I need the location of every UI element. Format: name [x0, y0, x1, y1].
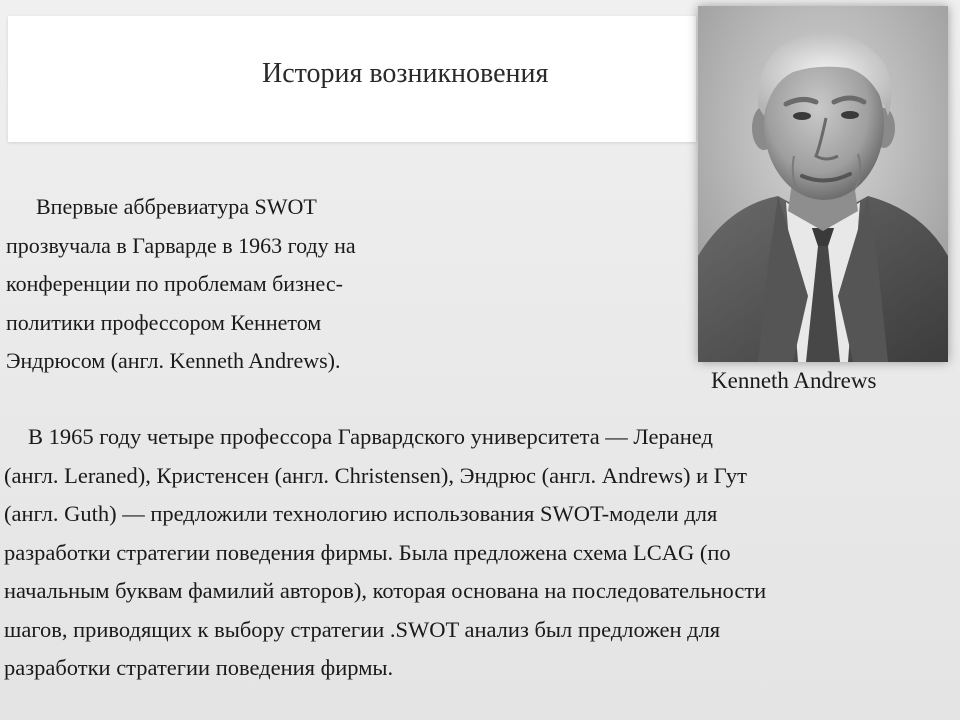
history-line: В 1965 году четыре профессора Гарвардского университета — Леранед — [28, 424, 713, 449]
photo-caption: Kenneth Andrews — [711, 368, 877, 393]
intro-line: конференции по проблемам бизнес- — [6, 271, 343, 296]
history-line: разработки стратегии поведения фирмы. Была предложена схема LCAG (по — [4, 539, 731, 565]
intro-line: Впервые аббревиатура SWOT — [36, 194, 317, 219]
history-line: шагов, приводящих к выбору стратегии .SWOT анализ был предложен для — [4, 616, 721, 642]
history-line: начальным буквам фамилий авторов), которая основана на последовательности — [4, 578, 767, 603]
portrait-photo — [698, 6, 948, 362]
intro-line: прозвучала в Гарварде в 1963 году на — [6, 232, 356, 258]
slide-title: История возникновения — [262, 58, 549, 89]
history-line: (англ. Leraned), Кристенсен (англ. Christensen), Эндрюс (англ. Andrews) и Гут — [4, 462, 747, 488]
history-line: разработки стратегии поведения фирмы. — [4, 655, 394, 680]
history-line: (англ. Guth) — предложили технологию использования SWOT-модели для — [4, 501, 718, 526]
intro-line: Эндрюсом (англ. Kenneth Andrews). — [6, 348, 341, 373]
history-paragraph — [4, 418, 766, 688]
intro-line: политики профессором Кеннетом — [6, 309, 322, 335]
intro-paragraph — [6, 188, 356, 381]
